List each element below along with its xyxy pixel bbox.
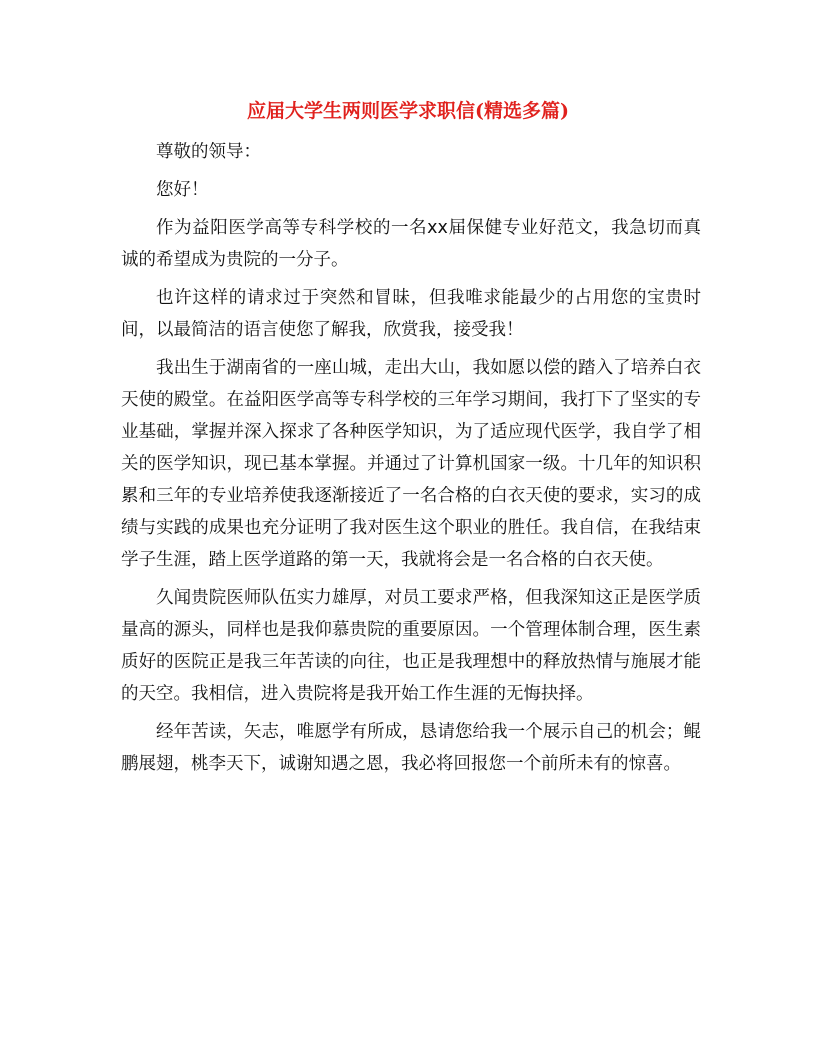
paragraph-2: 也许这样的请求过于突然和冒昧，但我唯求能最少的占用您的宝贵时间，以最简洁的语言使您了解我，欣赏我，接受我！ <box>121 288 701 340</box>
salutation: 尊敬的领导： <box>156 142 261 162</box>
greeting: 您好！ <box>156 180 209 200</box>
document-title: 应届大学生两则医学求职信(精选多篇) <box>247 100 569 122</box>
paragraph-1: 作为益阳医学高等专科学校的一名xx届保健专业好范文，我急切而真诚的希望成为贵院的一分子。 <box>121 218 701 270</box>
paragraph-4: 久闻贵院医师队伍实力雄厚，对员工要求严格，但我深知这正是医学质量高的源头，同样也是我仰慕贵院的重要原因。一个管理体制合理，医生素质好的医院正是我三年苦读的向往，也正是我理想中的释放热情与施展才能的天空。我相信，进入贵院将是我开始工作生涯的无悔抉择。 <box>121 588 701 704</box>
paragraph-5: 经年苦读，矢志，唯愿学有所成，恳请您给我一个展示自己的机会；鲲鹏展翅，桃李天下，诚谢知遇之恩，我必将回报您一个前所未有的惊喜。 <box>121 722 701 774</box>
letter-body <box>121 136 701 786</box>
paragraph-3: 我出生于湖南省的一座山城，走出大山，我如愿以偿的踏入了培养白衣天使的殿堂。在益阳医学高等专科学校的三年学习期间，我打下了坚实的专业基础，掌握并深入探求了各种医学知识，为了适应现代医学，我自学了相关的医学知识，现已基本掌握。并通过了计算机国家一级。十几年的知识积累和三年的专业培养使我逐渐接近了一名合格的白衣天使的要求，实习的成绩与实践的成果也充分证明了我对医生这个职业的胜任。我自信，在我结束学子生涯，踏上医学道路的第一天，我就将会是一名合格的白衣天使。 <box>121 358 701 570</box>
